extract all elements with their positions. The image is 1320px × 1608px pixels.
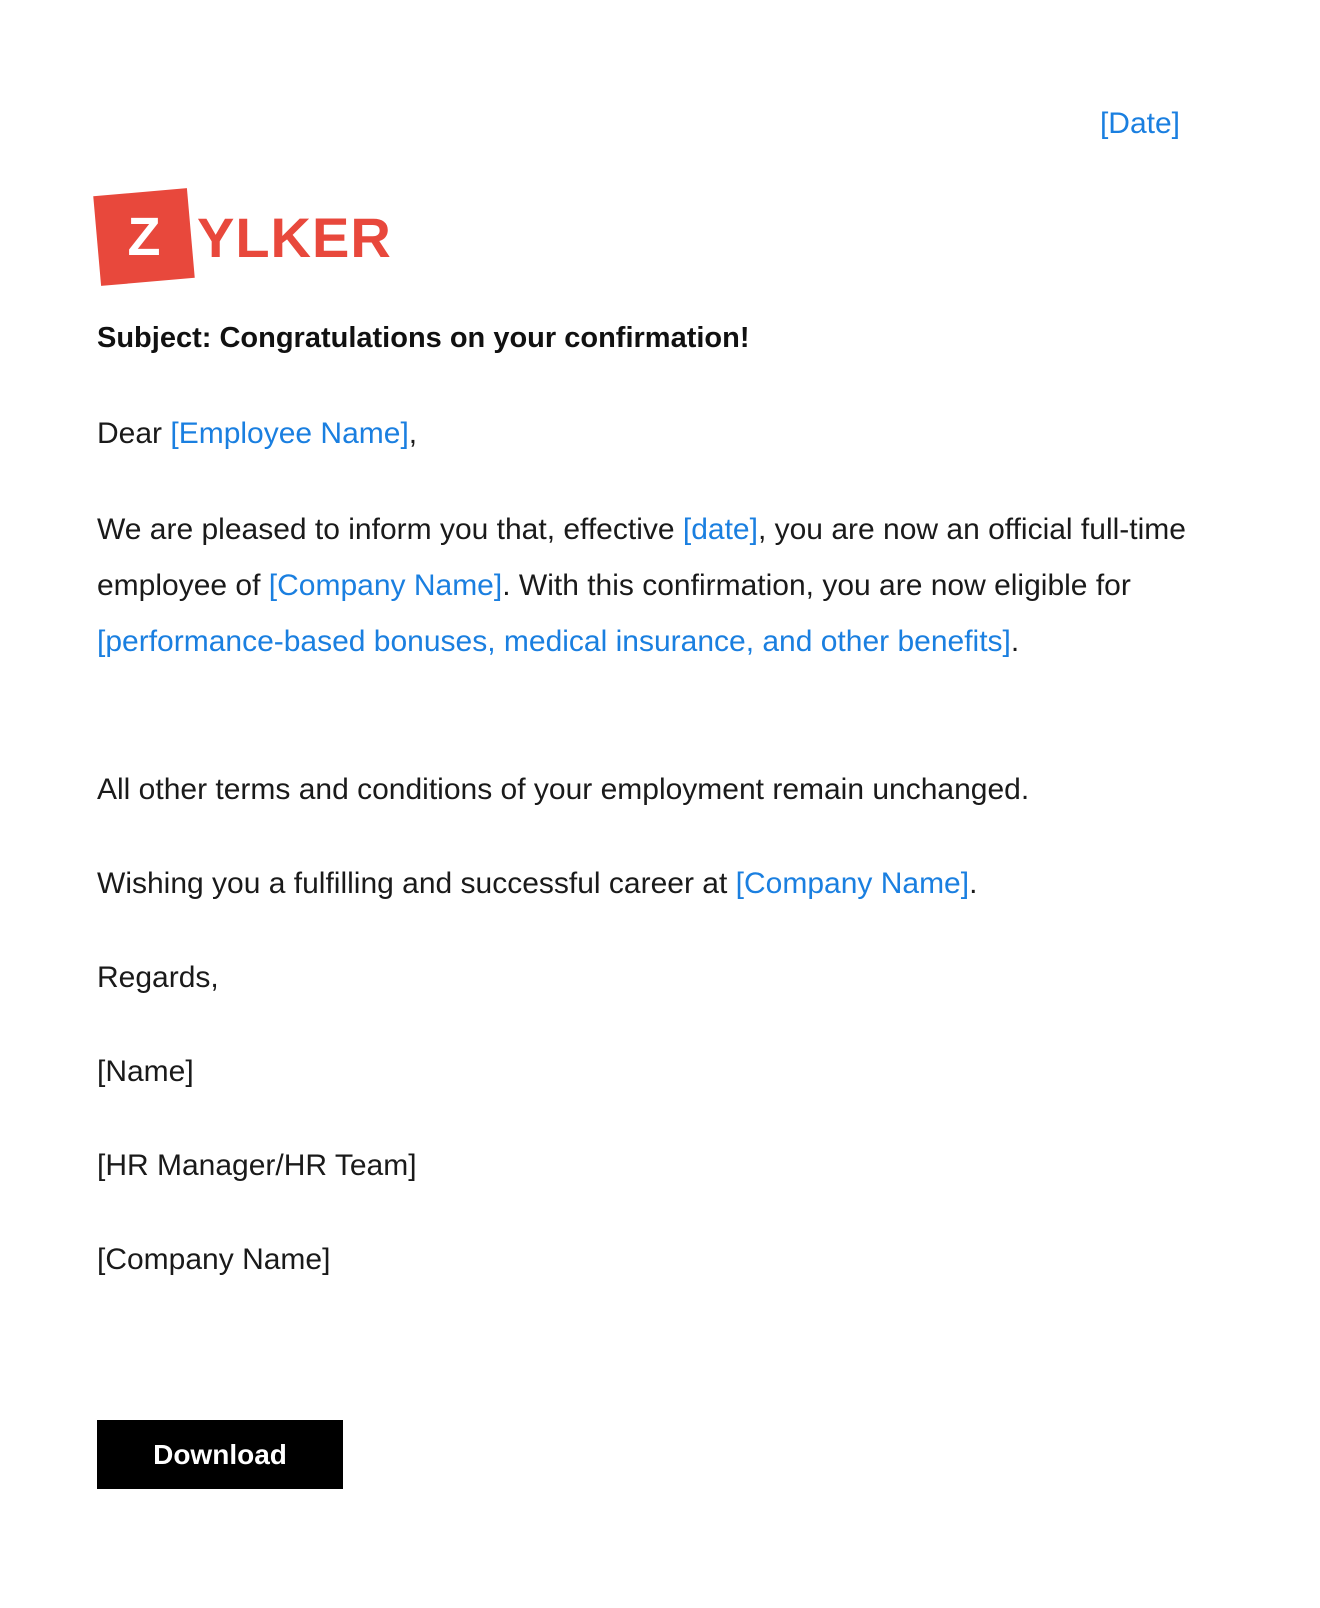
logo-letter: Z xyxy=(127,207,161,267)
main-text-3: . With this confirmation, you are now eligible for xyxy=(502,569,1131,602)
employee-name-placeholder: [Employee Name] xyxy=(170,417,409,450)
zylker-logo xyxy=(97,188,417,288)
greeting-suffix: , xyxy=(408,417,418,450)
confirmation-paragraph xyxy=(97,502,1207,670)
signature-name: [Name] xyxy=(97,1055,194,1088)
benefits-placeholder: [performance-based bonuses, medical insurance, and other benefits] xyxy=(97,625,1011,658)
greeting xyxy=(97,406,1207,462)
greeting-prefix: Dear xyxy=(97,417,171,450)
wish-text-2: . xyxy=(969,867,978,900)
main-text-1: We are pleased to inform you that, effective xyxy=(97,513,683,546)
letter-subject: Subject: Congratulations on your confirmation! xyxy=(97,322,750,354)
download-button[interactable]: Download xyxy=(97,1420,343,1489)
regards: Regards, xyxy=(97,961,219,994)
logo-wordmark: YLKER xyxy=(197,206,392,269)
wish-paragraph xyxy=(97,856,1207,912)
wish-text-1: Wishing you a fulfilling and successful career at xyxy=(97,867,736,900)
terms-paragraph: All other terms and conditions of your employment remain unchanged. xyxy=(97,773,1030,806)
main-text-4: . xyxy=(1010,625,1020,658)
company-name-placeholder: [Company Name] xyxy=(268,569,503,602)
letter-date: [Date] xyxy=(1099,107,1180,140)
main-text-2: , you are now an official full-time employee of xyxy=(97,513,1186,602)
effective-date-placeholder: [date] xyxy=(682,513,758,546)
wish-company-placeholder: [Company Name] xyxy=(735,867,970,900)
signature-company: [Company Name] xyxy=(97,1243,331,1276)
signature-role: [HR Manager/HR Team] xyxy=(97,1149,417,1182)
